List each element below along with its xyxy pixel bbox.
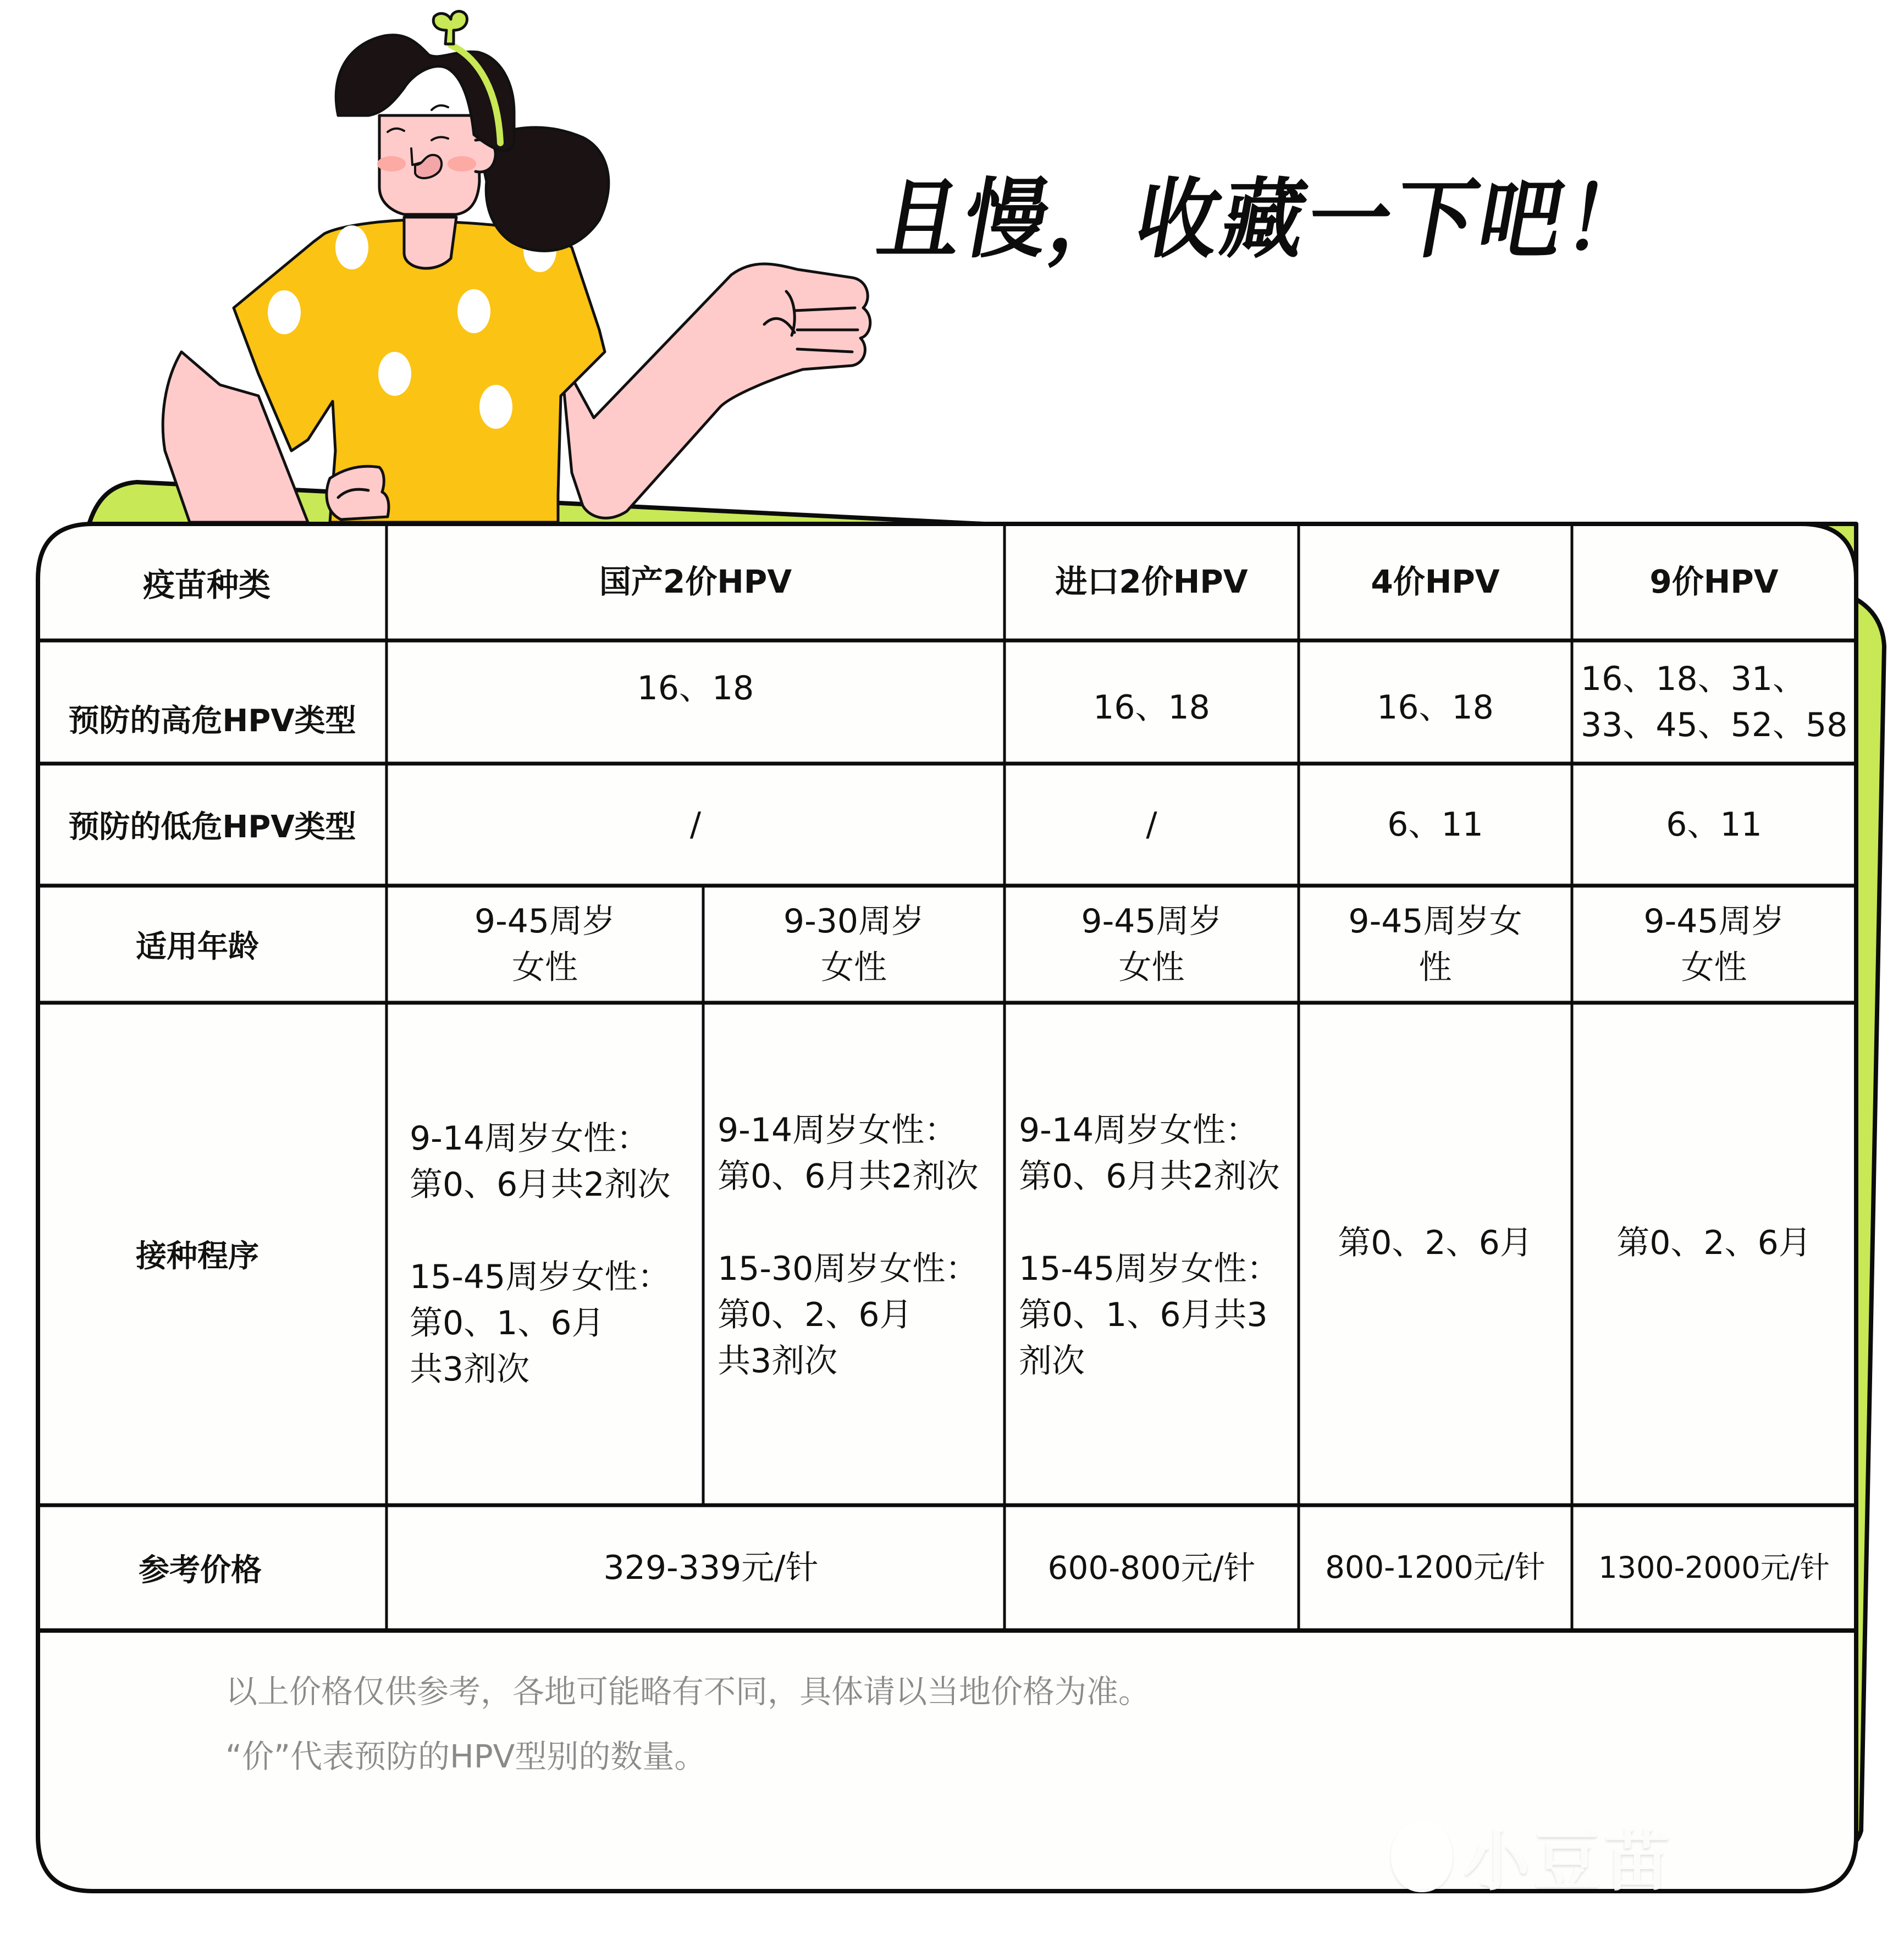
cell-high-risk-domestic: 16、18 (637, 669, 754, 708)
watermark (1391, 1809, 1675, 1903)
label-eligible-age: 适用年龄 (136, 929, 259, 965)
age-line: 9-45周岁 (1081, 902, 1222, 941)
note-valent-definition: “价”代表预防的HPV型别的数量。 (225, 1738, 707, 1775)
schedule-line: 15-45周岁女性： (410, 1258, 671, 1296)
header-4-valent: 4价HPV (1371, 563, 1500, 600)
schedule-line: 第0、1、6月共3 (1019, 1296, 1268, 1334)
cell-price-nine: 1300-2000元/针 (1598, 1550, 1830, 1585)
schedule-line: 共3剂次 (410, 1350, 530, 1389)
age-line: 9-45周岁 (474, 902, 616, 941)
cell-age-imported (1005, 886, 1299, 1003)
high-risk-nine-line1: 16、18、31、 (1581, 660, 1806, 698)
cell-price-quad: 800-1200元/针 (1325, 1550, 1546, 1585)
cell-schedule-quad: 第0、2、6月 (1338, 1224, 1533, 1262)
age-line: 女性 (821, 948, 887, 987)
high-risk-nine-line2: 33、45、52、58 (1581, 706, 1848, 744)
cell-high-risk-quad: 16、18 (1377, 688, 1494, 727)
age-line: 9-30周岁 (783, 902, 925, 941)
cell-schedule-domestic-a (387, 1003, 703, 1505)
header-9-valent: 9价HPV (1649, 563, 1779, 600)
cell-low-risk-imported: / (1146, 805, 1157, 844)
cell-low-risk-nine: 6、11 (1666, 805, 1762, 844)
cell-age-domestic-a (387, 886, 703, 1003)
cell-age-nine (1572, 886, 1856, 1003)
age-line: 女性 (1681, 948, 1747, 987)
schedule-line: 共3剂次 (718, 1342, 838, 1380)
cell-high-risk-imported: 16、18 (1093, 688, 1210, 727)
cell-age-quad (1299, 886, 1572, 1003)
schedule-line: 15-45周岁女性： (1019, 1250, 1280, 1288)
header-vaccine-type: 疫苗种类 (142, 566, 271, 604)
cell-price-imported: 600-800元/针 (1047, 1549, 1256, 1587)
schedule-line: 第0、1、6月 (410, 1304, 605, 1342)
label-reference-price: 参考价格 (139, 1552, 262, 1588)
cell-price-domestic: 329-339元/针 (603, 1549, 819, 1587)
watermark-text: 小豆苗 (1464, 1824, 1675, 1900)
page-title: 且慢，收藏一下吧！ (870, 169, 1661, 270)
cell-age-domestic-b (703, 886, 1005, 1003)
age-line: 9-45周岁女 (1348, 902, 1522, 941)
age-line: 9-45周岁 (1643, 902, 1785, 941)
note-price-disclaimer: 以上价格仅供参考，各地可能略有不同，具体请以当地价格为准。 (225, 1673, 1151, 1710)
bean-logo-icon (1391, 1820, 1453, 1892)
schedule-line: 9-14周岁女性： (410, 1119, 650, 1158)
header-domestic-2-valent: 国产2价HPV (599, 563, 792, 600)
cell-low-risk-quad: 6、11 (1387, 805, 1483, 844)
header-imported-2-valent: 进口2价HPV (1055, 563, 1248, 600)
label-vaccination-schedule: 接种程序 (136, 1239, 259, 1274)
schedule-line: 15-30周岁女性： (718, 1250, 979, 1288)
schedule-line: 第0、6月共2剂次 (1019, 1157, 1280, 1196)
schedule-line: 9-14周岁女性： (1019, 1111, 1259, 1150)
age-line: 性 (1419, 948, 1452, 987)
label-high-risk-types: 预防的高危HPV类型 (68, 703, 356, 739)
schedule-line: 第0、6月共2剂次 (410, 1165, 671, 1204)
schedule-line: 第0、6月共2剂次 (718, 1157, 979, 1196)
schedule-line: 第0、2、6月 (718, 1296, 913, 1334)
cell-high-risk-nine (1572, 640, 1856, 764)
character-illustration (163, 12, 870, 522)
age-line: 女性 (512, 948, 578, 987)
cell-low-risk-domestic: / (689, 805, 702, 844)
schedule-line: 9-14周岁女性： (718, 1111, 958, 1150)
cell-schedule-nine: 第0、2、6月 (1616, 1224, 1812, 1262)
cell-schedule-imported (1005, 1003, 1299, 1505)
label-low-risk-types: 预防的低危HPV类型 (68, 809, 356, 845)
schedule-line: 剂次 (1019, 1342, 1085, 1380)
age-line: 女性 (1118, 948, 1185, 987)
cell-schedule-domestic-b (703, 1003, 1005, 1505)
